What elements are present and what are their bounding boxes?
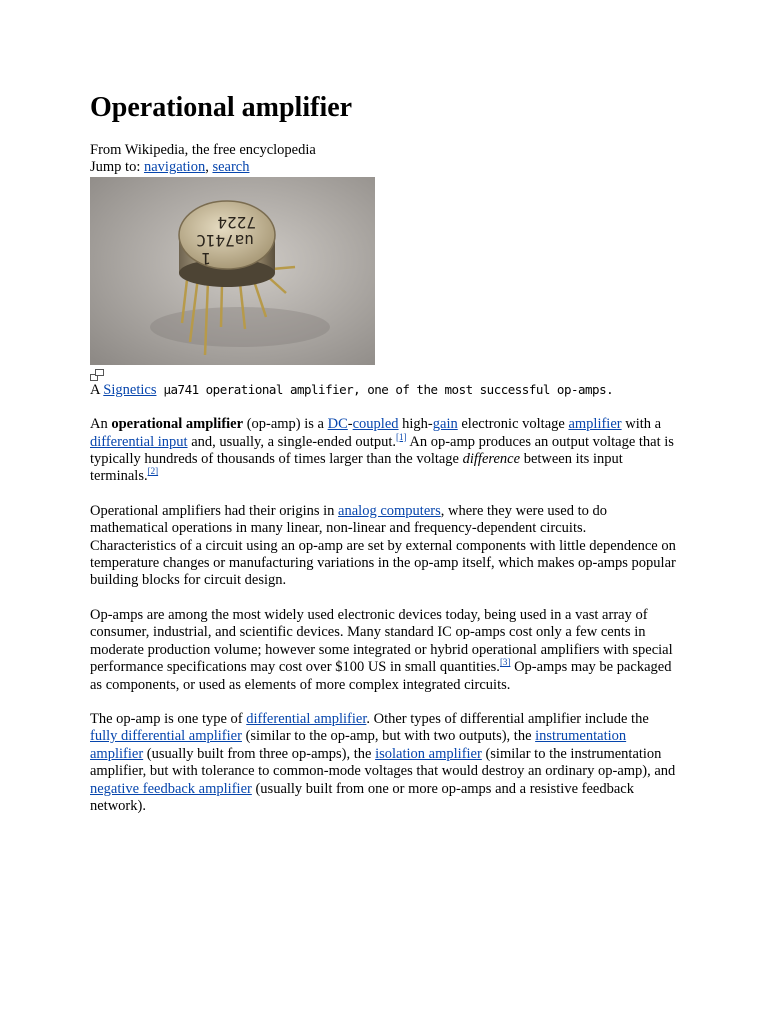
paragraph-usage	[90, 607, 676, 694]
text: (usually built from three op-amps), the	[143, 745, 376, 762]
dc-link[interactable]: DC	[327, 416, 348, 433]
text: Operational amplifiers had their origins in	[90, 502, 339, 519]
page-title: Operational amplifier	[90, 92, 353, 123]
jump-label: Jump to:	[90, 159, 144, 176]
opamp-photo[interactable]	[90, 177, 375, 365]
jump-links	[90, 159, 676, 176]
site-tagline: From Wikipedia, the free encyclopedia	[90, 142, 316, 158]
text: Op-amps may be packaged as components, or used as elements of more complex integrated circuits.	[90, 659, 672, 693]
chip-marking-line-3: 7224	[217, 212, 256, 232]
negative-feedback-amplifier-link[interactable]: negative feedback amplifier	[90, 780, 252, 797]
text: (similar to the instrumentation amplifier, but with tolerance to common-mode voltages that would destroy an ordinary op-amp), and	[90, 745, 676, 780]
text: with a	[621, 416, 662, 433]
paragraph-intro	[90, 416, 676, 486]
text: An	[90, 416, 112, 433]
analog-computers-link[interactable]: analog computers	[338, 502, 441, 519]
reference-3-link[interactable]: [3]	[499, 657, 511, 668]
text: electronic voltage	[457, 416, 569, 433]
text: between its input terminals.	[90, 451, 623, 485]
text: . Other types of differential amplifier include the	[366, 710, 649, 727]
term-bold: operational amplifier	[111, 416, 244, 433]
paragraph-origins	[90, 503, 676, 590]
text: -	[347, 416, 353, 433]
caption-prefix: A	[90, 381, 104, 398]
coupled-link[interactable]: coupled	[352, 416, 399, 433]
signetics-link[interactable]: Signetics	[103, 381, 157, 398]
instrumentation-amplifier-link[interactable]: instrumentation amplifier	[90, 728, 627, 762]
gain-link[interactable]: gain	[432, 416, 458, 433]
text: (similar to the op-amp, but with two outputs), the	[241, 728, 536, 745]
paragraph-types	[90, 711, 676, 815]
amplifier-link[interactable]: amplifier	[568, 416, 622, 433]
chip-marking-line-2: ua741C	[196, 230, 254, 250]
text: (usually built from one or more op-amps and a resistive feedback network).	[90, 780, 634, 814]
text: The op-amp is one type of	[90, 710, 247, 727]
text: An op-amp produces an output voltage that is typically hundreds of thousands of times larger than the voltage	[90, 433, 674, 468]
term-italic: difference	[462, 451, 521, 468]
differential-input-link[interactable]: differential input	[90, 433, 188, 450]
enlarge-icon[interactable]	[90, 369, 104, 381]
text: high-	[398, 416, 433, 433]
figure-caption	[90, 381, 676, 399]
text: (op-amp) is a	[243, 416, 328, 433]
text: and, usually, a single-ended output.	[187, 433, 397, 450]
chip-shadow	[150, 307, 330, 347]
search-link[interactable]: search	[212, 159, 250, 176]
navigation-link[interactable]: navigation	[143, 159, 206, 176]
reference-2-link[interactable]: [2]	[147, 466, 159, 477]
text: , where they were used to do mathematical operations in many linear, non-linear and frequency-dependent circuits. Characteristics of a circuit using an op-amp are set by external components with little dependence on temperature changes or manufacturing variations in the op-amp itself, which makes op-amps popular building blocks for circuit design.	[90, 502, 676, 589]
chip-marking-line-1: 1	[201, 248, 211, 268]
isolation-amplifier-link[interactable]: isolation amplifier	[375, 745, 482, 762]
differential-amplifier-link[interactable]: differential amplifier	[246, 710, 367, 727]
article-content	[90, 90, 676, 815]
jump-separator: ,	[205, 159, 213, 176]
fully-differential-amplifier-link[interactable]: fully differential amplifier	[90, 728, 242, 745]
reference-1-link[interactable]: [1]	[396, 431, 407, 442]
caption-text: μa741 operational amplifier, one of the most successful op-amps.	[156, 381, 614, 397]
text: Op-amps are among the most widely used electronic devices today, being used in a vast array of consumer, industrial, and scientific devices. Many standard IC op-amps cost only a few cents in moderate production volume; however some integrated or hybrid operational amplifiers with special performance specifications may cost over $100 US in small quantities.	[90, 606, 673, 676]
